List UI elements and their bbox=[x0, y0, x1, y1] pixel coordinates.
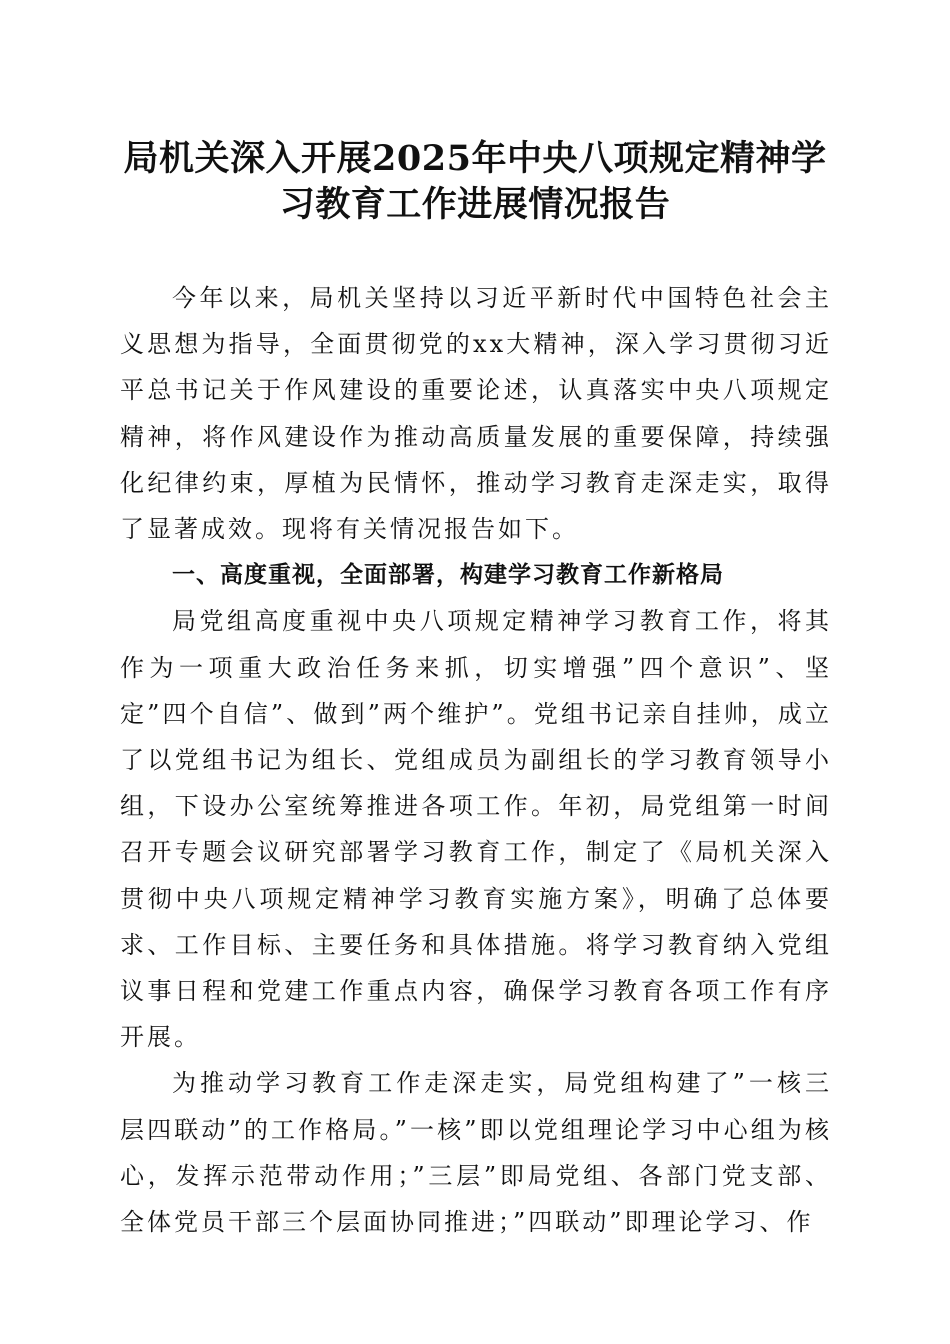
body-paragraph: 局党组高度重视中央八项规定精神学习教育工作，将其作为一项重大政治任务来抓，切实增强”四个意识”、坚定”四个自信”、做到”两个维护”。党组书记亲自挂帅，成立了以党组书记为组长、党组成员为副组长的学习教育领导小组，下设办公室统筹推进各项工作。年初，局党组第一时间召开专题会议研究部署学习教育工作，制定了《局机关深入贯彻中央八项规定精神学习教育实施方案》，明确了总体要求、工作目标、主要任务和具体措施。将学习教育纳入党组议事日程和党建工作重点内容，确保学习教育各项工作有序开展。 bbox=[120, 607, 832, 1052]
title-line-1: 局机关深入开展2025年中央八项规定精神学 bbox=[123, 138, 827, 179]
intro-paragraph: 今年以来，局机关坚持以习近平新时代中国特色社会主义思想为指导，全面贯彻党的xx大精神，深入学习贯彻习近平总书记关于作风建设的重要论述，认真落实中央八项规定精神，将作风建设作为推动高质量发展的重要保障，持续强化纪律约束，厚植为民情怀，推动学习教育走深走实，取得了显著成效。现将有关情况报告如下。 bbox=[120, 284, 832, 544]
section-heading: 一、高度重视，全面部署，构建学习教育工作新格局 bbox=[172, 562, 724, 589]
body-paragraph: 为推动学习教育工作走深走实，局党组构建了”一核三层四联动”的工作格局。”一核”即以党组理论学习中心组为核心，发挥示范带动作用；”三层”即局党组、各部门党支部、全体党员干部三个层面协同推进；”四联动”即理论学习、作 bbox=[120, 1069, 832, 1237]
document-body bbox=[120, 275, 832, 1245]
document-title bbox=[110, 136, 840, 228]
title-line-2: 习教育工作进展情况报告 bbox=[279, 184, 671, 225]
